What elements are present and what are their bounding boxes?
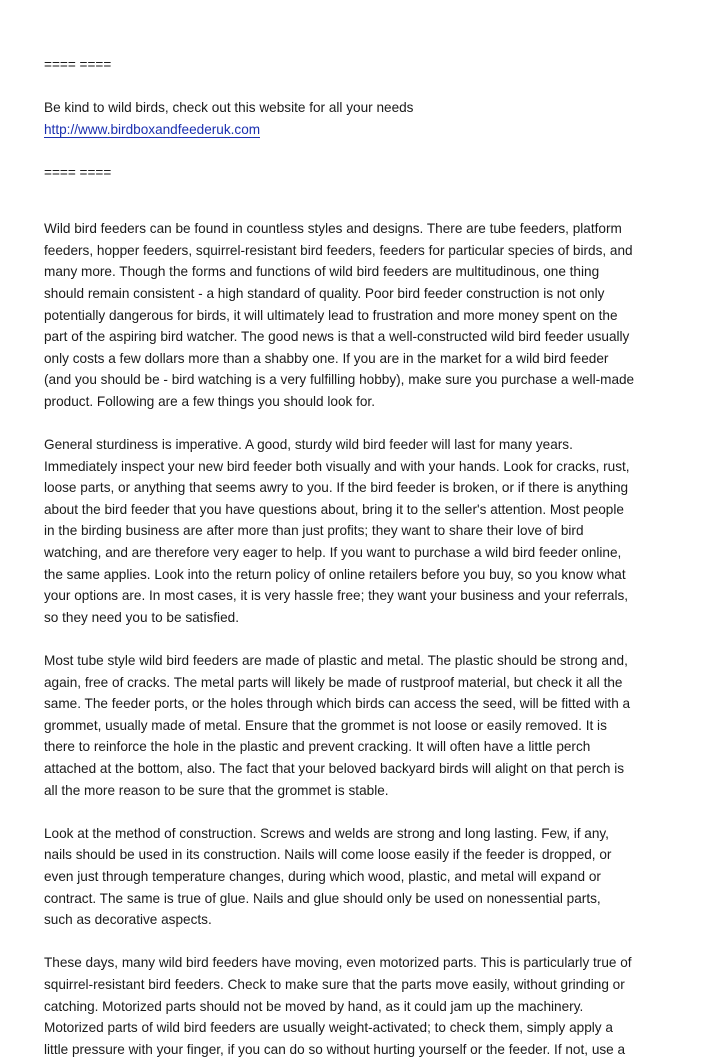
text-line: feeders, hopper feeders, squirrel-resistant bird feeders, feeders for particular species of birds, and <box>44 242 633 258</box>
text-line: Wild bird feeders can be found in countless styles and designs. There are tube feeders, platform <box>44 221 622 237</box>
spacer <box>44 140 689 162</box>
paragraph-gap <box>44 801 689 823</box>
text-line: part of the aspiring bird watcher. The good news is that a well-constructed wild bird feeder usually <box>44 329 630 345</box>
text-line: contract. The same is true of glue. Nails and glue should only be used on nonessential parts, <box>44 890 601 906</box>
separator-bottom: ==== ==== <box>44 164 112 180</box>
text-line: watching, and are therefore very eager to help. If you want to purchase a wild bird feeder online, <box>44 545 622 561</box>
text-line: Immediately inspect your new bird feeder both visually and with your hands. Look for cracks, rust, <box>44 458 630 474</box>
paragraph <box>44 218 689 412</box>
text-line: General sturdiness is imperative. A good, sturdy wild bird feeder will last for many years. <box>44 437 573 453</box>
text-line: potentially dangerous for birds, it will ultimately lead to frustration and more money spent on the <box>44 307 618 323</box>
promo-text: Be kind to wild birds, check out this website for all your needs <box>44 100 414 116</box>
document-page <box>44 54 689 1060</box>
promo-link-row <box>44 119 689 141</box>
spacer <box>44 184 689 206</box>
text-line: only costs a few dollars more than a shabby one. If you are in the market for a wild bird feeder <box>44 350 609 366</box>
spacer <box>44 76 689 98</box>
text-line: nails should be used in its construction. Nails will come loose easily if the feeder is dropped, or <box>44 847 612 863</box>
promo-link[interactable]: http://www.birdboxandfeederuk.com <box>44 121 261 137</box>
text-line: These days, many wild bird feeders have moving, even motorized parts. This is particularly true of <box>44 955 632 971</box>
text-line: Motorized parts of wild bird feeders are usually weight-activated; to check them, simply apply a <box>44 1020 613 1036</box>
paragraph <box>44 434 689 628</box>
paragraph-gap <box>44 628 689 650</box>
text-line: there to reinforce the hole in the plastic and prevent cracking. It will often have a little perch <box>44 739 591 755</box>
text-line: again, free of cracks. The metal parts will likely be made of rustproof material, but check it all the <box>44 674 623 690</box>
text-line: all the more reason to be sure that the grommet is stable. <box>44 782 389 798</box>
text-line: your options are. In most cases, it is very hassle free; they want your business and your referrals, <box>44 588 629 604</box>
paragraph-gap <box>44 413 689 435</box>
separator-top: ==== ==== <box>44 57 112 72</box>
text-line: should remain consistent - a high standard of quality. Poor bird feeder construction is not only <box>44 285 605 301</box>
text-line: so they need you to be satisfied. <box>44 609 239 625</box>
text-line: catching. Motorized parts should not be moved by hand, as it could jam up the machinery. <box>44 998 584 1014</box>
text-line: grommet, usually made of metal. Ensure that the grommet is not loose or easily removed. It is <box>44 717 607 733</box>
text-line: the same applies. Look into the return policy of online retailers before you buy, so you know what <box>44 566 626 582</box>
text-line: attached at the bottom, also. The fact that your beloved backyard birds will alight on that perch is <box>44 761 625 776</box>
paragraph <box>44 650 689 801</box>
article-body <box>44 218 689 1060</box>
text-line: (and you should be - bird watching is a very fulfilling hobby), make sure you purchase a well-made <box>44 372 635 388</box>
text-line: same. The feeder ports, or the holes through which birds can access the seed, will be fitted with a <box>44 696 631 712</box>
text-line: Look at the method of construction. Screws and welds are strong and long lasting. Few, if any, <box>44 825 609 841</box>
text-line: loose parts, or anything that seems awry to you. If the bird feeder is broken, or if there is anything <box>44 480 629 496</box>
text-line: such as decorative aspects. <box>44 912 212 928</box>
text-line: about the bird feeder that you have questions about, bring it to the seller's attention. Most people <box>44 501 624 517</box>
paragraph <box>44 823 689 931</box>
text-line: squirrel-resistant bird feeders. Check to make sure that the parts move easily, without grinding or <box>44 976 625 992</box>
paragraph-gap <box>44 931 689 953</box>
text-line: little pressure with your finger, if you can do so without hurting yourself or the feeder. If not, use a <box>44 1041 626 1057</box>
spacer <box>44 205 689 218</box>
text-line: Most tube style wild bird feeders are made of plastic and metal. The plastic should be strong and, <box>44 653 628 669</box>
text-line: product. Following are a few things you should look for. <box>44 393 375 409</box>
paragraph <box>44 952 689 1060</box>
text-line: in the birding business are after more than just profits; they want to share their love of bird <box>44 523 584 539</box>
text-line: many more. Though the forms and functions of wild bird feeders are multitudinous, one thing <box>44 264 600 280</box>
text-line: even just through temperature changes, during which wood, plastic, and metal will expand or <box>44 868 601 884</box>
